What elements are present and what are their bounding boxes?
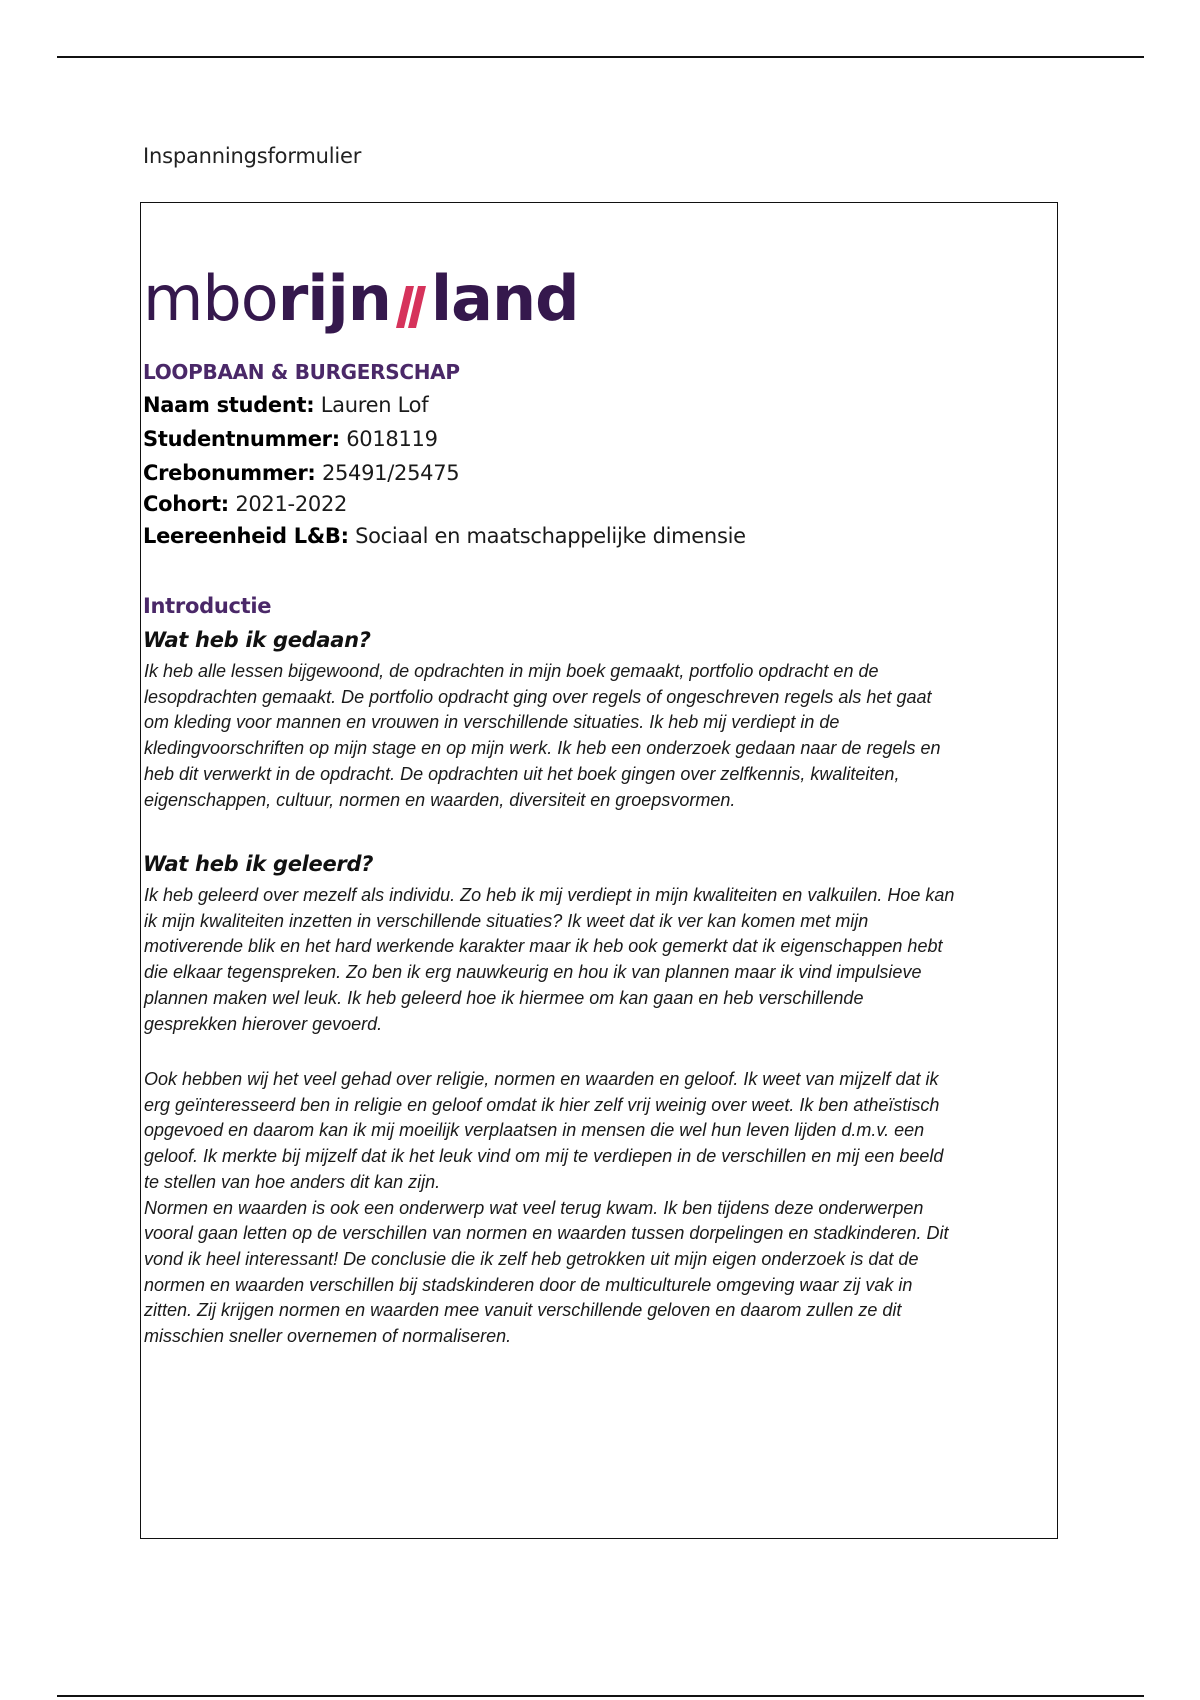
text-line: om kleding voor mannen en vrouwen in verschillende situaties. Ik heb mij verdiept in de: [144, 712, 840, 733]
text-line: eigenschappen, cultuur, normen en waarden, diversiteit en groepsvormen.: [144, 789, 736, 810]
answer-religie-normen: [144, 1067, 1054, 1350]
text-line: kledingvoorschriften op mijn stage en op mijn werk. Ik heb een onderzoek gedaan naar de regels en: [144, 738, 941, 759]
text-line: Ook hebben wij het veel gehad over religie, normen en waarden en geloof. Ik weet van mijzelf dat ik: [144, 1069, 939, 1089]
info-leereenheid: [143, 524, 746, 548]
text-line: plannen maken wel leuk. Ik heb geleerd hoe ik hiermee om kan gaan en heb verschillende: [144, 987, 864, 1008]
question-gedaan: Wat heb ik gedaan?: [143, 628, 371, 652]
logo-text-rijn: rijn: [277, 262, 391, 335]
text-line: erg geïnteresseerd ben in religie en geloof omdat ik hier zelf vrij weinig over weet. Ik ben atheïstisch: [144, 1094, 940, 1115]
info-value: Sociaal en maatschappelijke dimensie: [355, 524, 746, 548]
text-line: gesprekken hierover gevoerd.: [144, 1013, 383, 1034]
text-line: te stellen van hoe anders dit kan zijn.: [144, 1171, 441, 1192]
document-title: Inspanningsformulier: [143, 144, 362, 168]
info-label: Studentnummer:: [143, 427, 340, 451]
info-studentnummer: [143, 427, 438, 451]
answer-gedaan: [144, 659, 1054, 813]
info-cohort: [143, 492, 347, 516]
text-line: misschien sneller overnemen of normaliseren.: [144, 1326, 512, 1347]
question-geleerd: Wat heb ik geleerd?: [143, 852, 374, 876]
text-line: Ik heb geleerd over mezelf als individu. Zo heb ik mij verdiept in mijn kwaliteiten en valkuilen. Hoe kan: [144, 885, 955, 905]
info-crebonummer: [143, 461, 459, 485]
course-title: LOOPBAAN & BURGERSCHAP: [143, 360, 460, 384]
info-value: 25491/25475: [321, 461, 460, 485]
section-heading-introductie: Introductie: [143, 594, 272, 618]
logo-slash-icon: [393, 268, 429, 330]
text-line: geloof. Ik merkte bij mijzelf dat ik het leuk vind om mij te verdiepen in de verschillen en mij een beeld: [144, 1146, 944, 1167]
info-value: 2021-2022: [235, 492, 348, 516]
text-line: normen en waarden verschillen bij stadskinderen door de multiculturele omgeving waar zij vak in: [144, 1274, 913, 1295]
info-value: Lauren Lof: [320, 393, 429, 417]
info-label: Cohort:: [143, 492, 229, 516]
info-naam-student: [143, 393, 428, 417]
text-line: ik mijn kwaliteiten inzetten in verschillende situaties? Ik weet dat ik ver kan komen met mijn: [144, 910, 869, 931]
info-label: Naam student:: [143, 393, 315, 417]
info-value: 6018119: [346, 427, 438, 451]
text-line: die elkaar tegenspreken. Zo ben ik erg nauwkeurig en hou ik van plannen maar ik vind impulsieve: [144, 962, 922, 983]
text-line: Ik heb alle lessen bijgewoond, de opdrachten in mijn boek gemaakt, portfolio opdracht en de: [144, 661, 879, 681]
text-line: vooral gaan letten op de verschillen van normen en waarden tussen dorpelingen en stadkinderen. Dit: [144, 1223, 949, 1244]
footer-rule: [57, 1695, 1144, 1697]
text-line: heb dit verwerkt in de opdracht. De opdrachten uit het boek gingen over zelfkennis, kwaliteiten,: [144, 763, 900, 784]
info-label: Leereenheid L&B:: [143, 524, 349, 548]
text-line: vond ik heel interessant! De conclusie die ik zelf heb getrokken uit mijn eigen onderzoek is dat de: [144, 1248, 919, 1269]
text-line: zitten. Zij krijgen normen en waarden mee vanuit verschillende geloven en daarom zullen ze dit: [144, 1300, 902, 1321]
info-label: Crebonummer:: [143, 461, 316, 485]
text-line: lesopdrachten gemaakt. De portfolio opdracht ging over regels of ongeschreven regels als het gaat: [144, 686, 932, 707]
logo-text-mbo: mbo: [143, 262, 278, 335]
answer-geleerd: [144, 883, 1054, 1037]
mbo-rijnland-logo: [143, 250, 579, 335]
header-rule: [57, 56, 1144, 58]
logo-text-land: land: [430, 262, 579, 335]
text-line: Normen en waarden is ook een onderwerp wat veel terug kwam. Ik ben tijdens deze onderwerpen: [144, 1197, 924, 1218]
text-line: motiverende blik en het hard werkende karakter maar ik heb ook gemerkt dat ik eigenschappen hebt: [144, 936, 943, 957]
text-line: opgevoed en daarom kan ik mij moeilijk verplaatsen in mensen die wel hun leven lijden d.m.v. een: [144, 1120, 925, 1141]
